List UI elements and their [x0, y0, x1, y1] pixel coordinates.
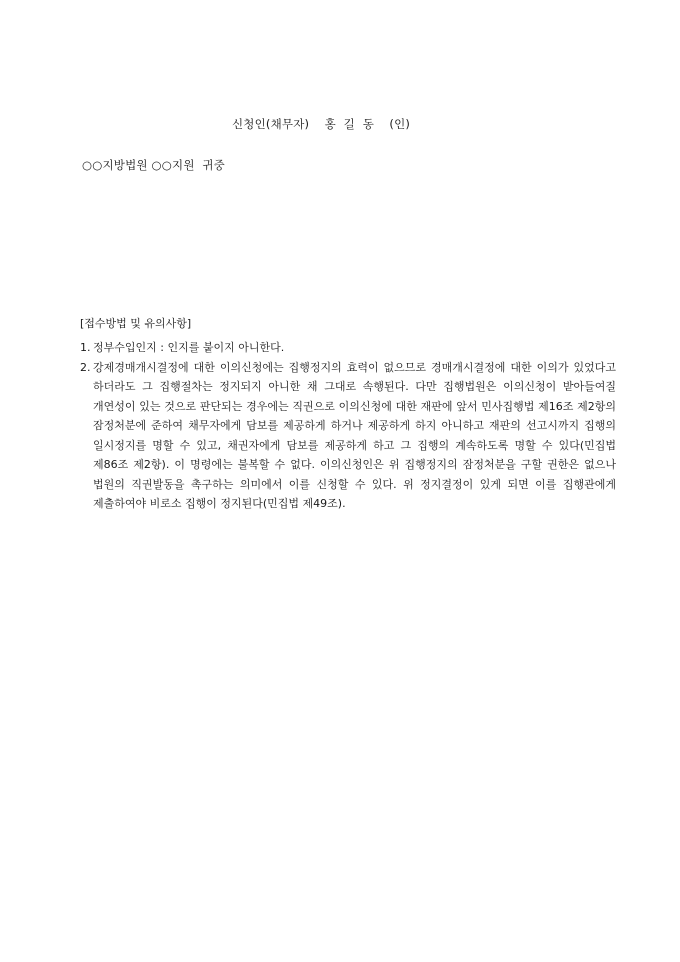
- note-number: 2.: [80, 360, 91, 374]
- note-item: [80, 338, 616, 358]
- notes-title: [접수방법 및 유의사항]: [80, 317, 192, 330]
- filing-notes-section: [80, 316, 616, 514]
- note-item: [80, 358, 616, 514]
- note-number: 1.: [80, 341, 91, 354]
- court-addressee: ○○지방법원 ○○지원 귀중: [82, 158, 225, 172]
- applicant-signature-line: 신청인(채무자) 홍 길 동 (인): [232, 117, 411, 131]
- note-text: 강제경매개시결정에 대한 이의신청에는 집행정지의 효력이 없으므로 경매개시결정에 대한 이의가 있었다고 하더라도 그 집행절차는 정지되지 아니한 채 그대로 속행된다. 다만 집행법원은 이의신청이 받아들여질 개연성이 있는 것으로 판단되는 경우에는 직권으로 이의신청에 대한 재판에 앞서 민사집행법 제16조 제2항의 잠정처분에 준하여 채무자에게 담보를 제공하게 하거나 제공하게 하지 아니하고 재판의 선고시까지 집행의 일시정지를 명할 수 있고, 채권자에게 담보를 제공하게 하고 그 집행의 계속하도록 명할 수 있다(민집법 제86조 제2항). 이 명령에는 불복할 수 없다. 이의신청인은 위 집행정지의 잠정처분을 구할 권한은 없으나 법원의 직권발동을 촉구하는 의미에서 이를 신청할 수 있다. 위 정지결정이 있게 되면 이를 집행관에게 제출하여야 비로소 집행이 정지된다(민집법 제49조).: [93, 360, 616, 510]
- note-text: 정부수입인지 : 인지를 붙이지 아니한다.: [93, 341, 285, 354]
